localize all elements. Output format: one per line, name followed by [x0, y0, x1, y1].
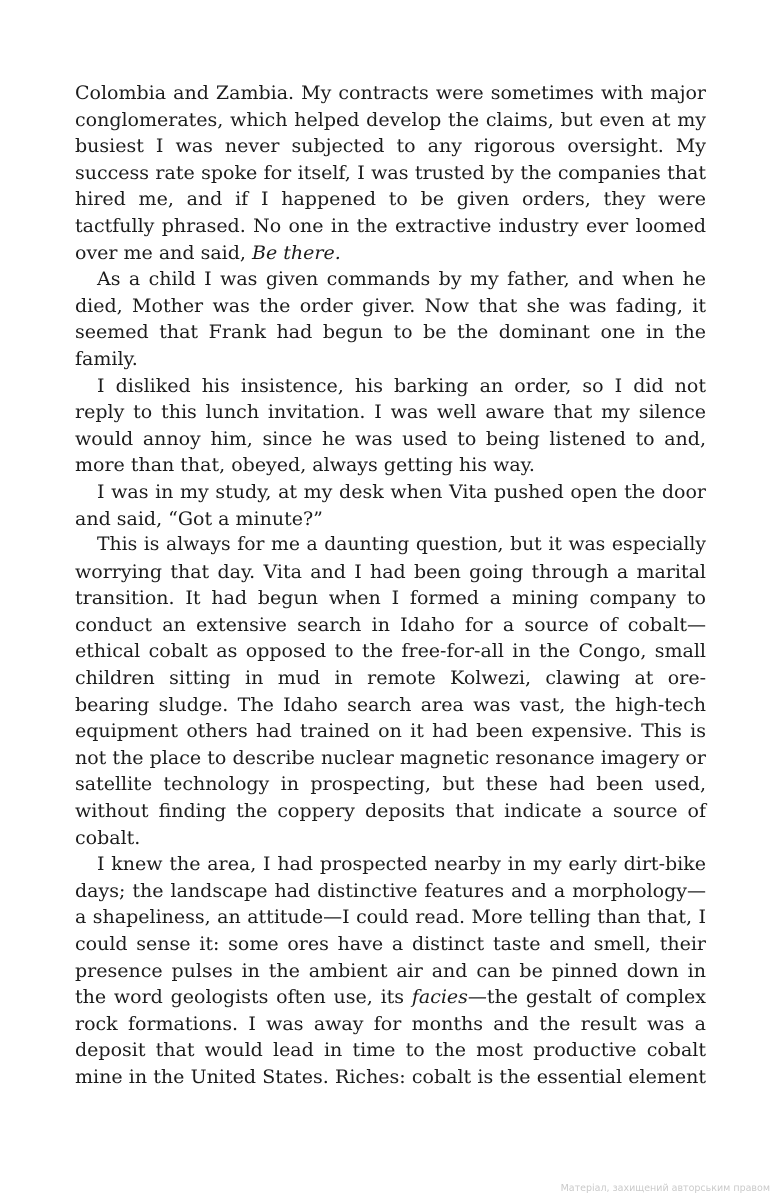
text-line: died, Mother was the order giver. Now that she was fading, it [75, 294, 706, 317]
italic-text: facies [411, 986, 468, 1009]
text-line: I knew the area, I had prospected nearby in my early dirt-bike [97, 853, 706, 876]
text-line: ethical cobalt as opposed to the free-for-all in the Congo, small [75, 640, 706, 663]
text-line: could sense it: some ores have a distinct taste and smell, their [75, 933, 706, 955]
text-line: busiest I was never subjected to any rigorous oversight. My [75, 135, 706, 158]
text-line: more than that, obeyed, always getting his way. [75, 454, 535, 477]
text-line: children sitting in mud in remote Kolwezi, clawing at ore- [75, 667, 706, 690]
text-line: equipment others had trained on it had been expensive. This is [75, 720, 706, 743]
text-line: without finding the coppery deposits that indicate a source of [75, 800, 706, 823]
text-line: I was in my study, at my desk when Vita pushed open the door [97, 480, 706, 503]
paragraph [75, 373, 706, 479]
text-line: tactfully phrased. No one in the extractive industry ever loomed [75, 214, 706, 237]
text-line: and said, “Got a minute?” [75, 507, 323, 530]
paragraph [75, 80, 706, 266]
text-line: conduct an extensive search in Idaho for a source of cobalt— [75, 613, 706, 636]
text-line: As a child I was given commands by my father, and when he [97, 268, 706, 291]
text-line: worrying that day. Vita and I had been going through a marital [75, 560, 706, 583]
copyright-watermark: Матеріал, захищений авторським правом [560, 1183, 770, 1194]
text-line: seemed that Frank had begun to be the dominant one in the [75, 321, 706, 344]
text-run: —the gestalt of complex [467, 986, 706, 1009]
text-line: rock formations. I was away for months and the result was a [75, 1012, 706, 1035]
text-line: a shapeliness, an attitude—I could read. More telling than that, I [75, 906, 706, 929]
book-page-body [75, 80, 706, 1091]
text-line: hired me, and if I happened to be given orders, they were [75, 188, 706, 211]
text-line: transition. It had begun when I formed a mining company to [75, 587, 706, 610]
text-line: success rate spoke for itself, I was trusted by the companies that [75, 161, 706, 184]
text-line: This is always for me a daunting question, but it was especially [97, 534, 706, 556]
text-run: over me and said, [75, 241, 253, 264]
italic-text: Be there. [252, 241, 341, 264]
text-line: family. [75, 347, 138, 370]
text-line [75, 240, 706, 267]
text-line: I disliked his insistence, his barking an order, so I did not [97, 374, 706, 397]
text-line: cobalt. [75, 826, 141, 849]
text-line: would annoy him, since he was used to being listened to and, [75, 427, 706, 450]
text-line: mine in the United States. Riches: cobalt is the essential element [75, 1065, 706, 1088]
text-line: conglomerates, which helped develop the claims, but even at my [75, 108, 706, 131]
text-line: not the place to describe nuclear magnetic resonance imagery or [75, 746, 706, 769]
text-run: the word geologists often use, its [75, 986, 412, 1009]
paragraph [75, 479, 706, 532]
text-line: satellite technology in prospecting, but these had been used, [75, 773, 706, 796]
text-line: presence pulses in the ambient air and can be pinned down in [75, 959, 706, 982]
paragraph [75, 851, 706, 1090]
text-line: days; the landscape had distinctive features and a morphology— [75, 879, 706, 902]
paragraph [75, 532, 706, 851]
text-line: Colombia and Zambia. My contracts were sometimes with major [75, 82, 706, 104]
paragraph [75, 266, 706, 372]
text-line: reply to this lunch invitation. I was well aware that my silence [75, 401, 706, 424]
text-line: deposit that would lead in time to the most productive cobalt [75, 1039, 706, 1062]
text-line: bearing sludge. The Idaho search area was vast, the high-tech [75, 693, 706, 716]
text-line [75, 984, 706, 1011]
